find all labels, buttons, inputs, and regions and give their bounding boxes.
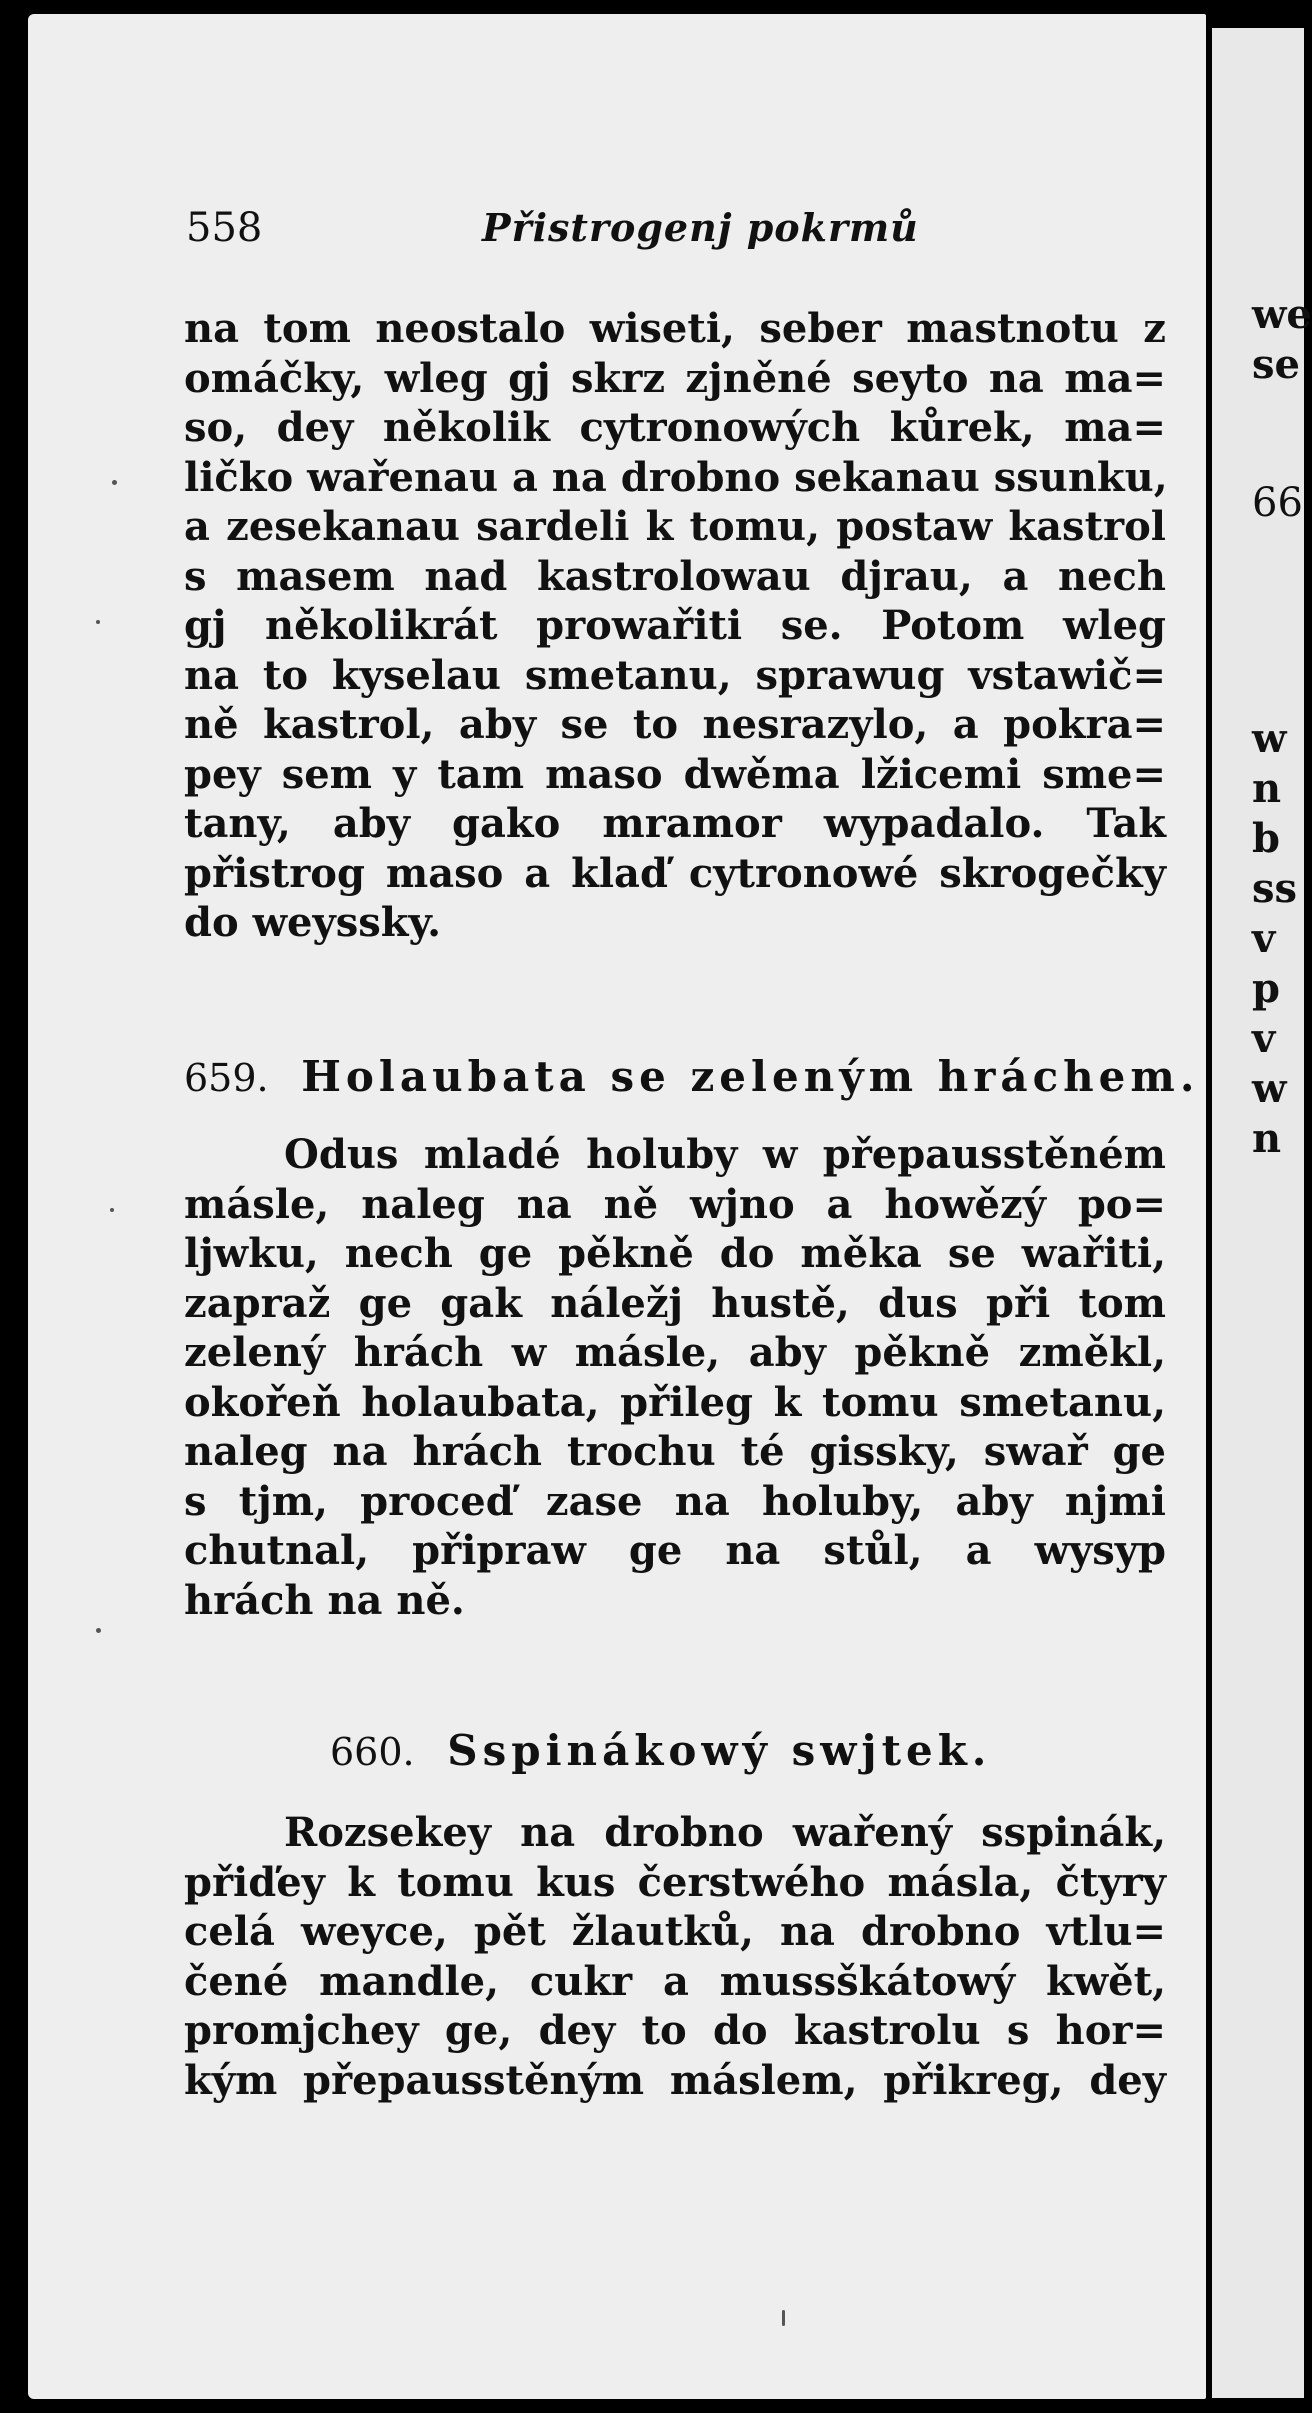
text-line: ně kastrol, aby se to nesrazylo, a pokra= [184, 701, 1166, 748]
text-line: a zesekanau sardeli k tomu, postaw kastrol [184, 503, 1166, 550]
fragment-line: w [1252, 1065, 1287, 1112]
next-page-number-fragment [1252, 478, 1303, 528]
text-line: kým přepausstěným máslem, přikreg, dey [184, 2056, 1166, 2104]
recipe-660-heading [330, 1726, 991, 1775]
paper-speck [96, 1628, 101, 1633]
text-line: čené mandle, cukr a mussškátowý kwět, [184, 1957, 1166, 2005]
recipe-number: 660. [330, 1730, 415, 1774]
fragment-line: n [1252, 765, 1282, 812]
fragment-line: ss [1252, 865, 1298, 912]
running-title: Přistrogenj pokrmů [482, 205, 919, 250]
recipe-659-text [184, 1130, 1166, 1625]
page-header [186, 205, 1186, 265]
fragment-line: we [1252, 291, 1312, 338]
paper-speck [112, 480, 117, 485]
text-line: okořeň holaubata, přileg k tomu smetanu, [184, 1378, 1166, 1426]
fragment-line: se [1252, 341, 1300, 388]
text-line: s tjm, proceď zase na holuby, aby njmi [184, 1477, 1166, 1525]
paper-speck [110, 1208, 114, 1212]
text-line: celá weyce, pět žlautků, na drobno vtlu= [184, 1908, 1166, 1955]
fragment-line: 66 [1252, 480, 1303, 526]
text-line: pey sem y tam maso dwěma lžicemi sme= [184, 750, 1166, 798]
text-line: tany, aby gako mramor wypadalo. Tak [184, 800, 1166, 847]
text-line: ličko wařenau a na drobno sekanau ssunku, [184, 453, 1168, 501]
text-line: gj několikrát prowařiti se. Potom wleg [184, 602, 1166, 649]
text-line: s masem nad kastrolowau djrau, a nech [184, 552, 1166, 600]
text-line: Odus mladé holuby w přepausstěném [284, 1131, 1166, 1178]
fragment-line: w [1252, 715, 1287, 762]
text-line: zelený hrách w másle, aby pěkně změkl, [184, 1329, 1166, 1376]
text-line: chutnal, připraw ge na stůl, a wysyp [184, 1527, 1166, 1574]
text-line: Rozsekey na drobno wařený sspinák, [284, 1809, 1166, 1856]
fragment-line: p [1252, 965, 1280, 1012]
text-line: do weyssky. [184, 899, 442, 946]
text-line: zapraž ge gak náležj hustě, dus při tom [184, 1279, 1166, 1327]
fragment-line: v [1252, 915, 1276, 962]
text-line: přiďey k tomu kus čerstwého másla, čtyry [184, 1858, 1166, 1906]
text-line: so, dey několik cytronowých kůrek, ma= [184, 404, 1166, 451]
text-line: naleg na hrách trochu té gissky, swař ge [184, 1428, 1166, 1475]
recipe-number: 659. [184, 1056, 269, 1100]
recipe-659-heading [184, 1052, 1199, 1101]
text-line: másle, naleg na ně wjno a howězý po= [184, 1180, 1166, 1228]
text-line: přistrog maso a klaď cytronowé skrogečky [184, 849, 1166, 897]
fragment-line: n [1252, 1115, 1282, 1162]
text-line: hrách na ně. [184, 1576, 465, 1624]
fragment-line: v [1252, 1015, 1276, 1062]
continuation-paragraph [184, 304, 1166, 948]
text-line: ljwku, nech ge pěkně do měka se wařiti, [184, 1230, 1166, 1277]
page-number: 558 [186, 205, 263, 251]
next-page-fragment-bottom [1252, 714, 1297, 1164]
paper-speck [96, 620, 100, 624]
next-page-fragment-top [1252, 290, 1312, 390]
recipe-title: Holaubata se zeleným hráchem. [301, 1052, 1200, 1101]
paper-speck [782, 2310, 785, 2326]
text-line: na to kyselau smetanu, sprawug vstawič= [184, 651, 1166, 699]
recipe-title: Sspinákowý swjtek. [447, 1726, 992, 1775]
text-line: promjchey ge, dey to do kastrolu s hor= [184, 2007, 1166, 2054]
fragment-line: b [1252, 815, 1280, 862]
recipe-660-text [184, 1808, 1166, 2105]
text-line: omáčky, wleg gj skrz zjněné seyto na ma= [184, 354, 1166, 402]
text-line: na tom neostalo wiseti, seber mastnotu z [184, 305, 1166, 352]
